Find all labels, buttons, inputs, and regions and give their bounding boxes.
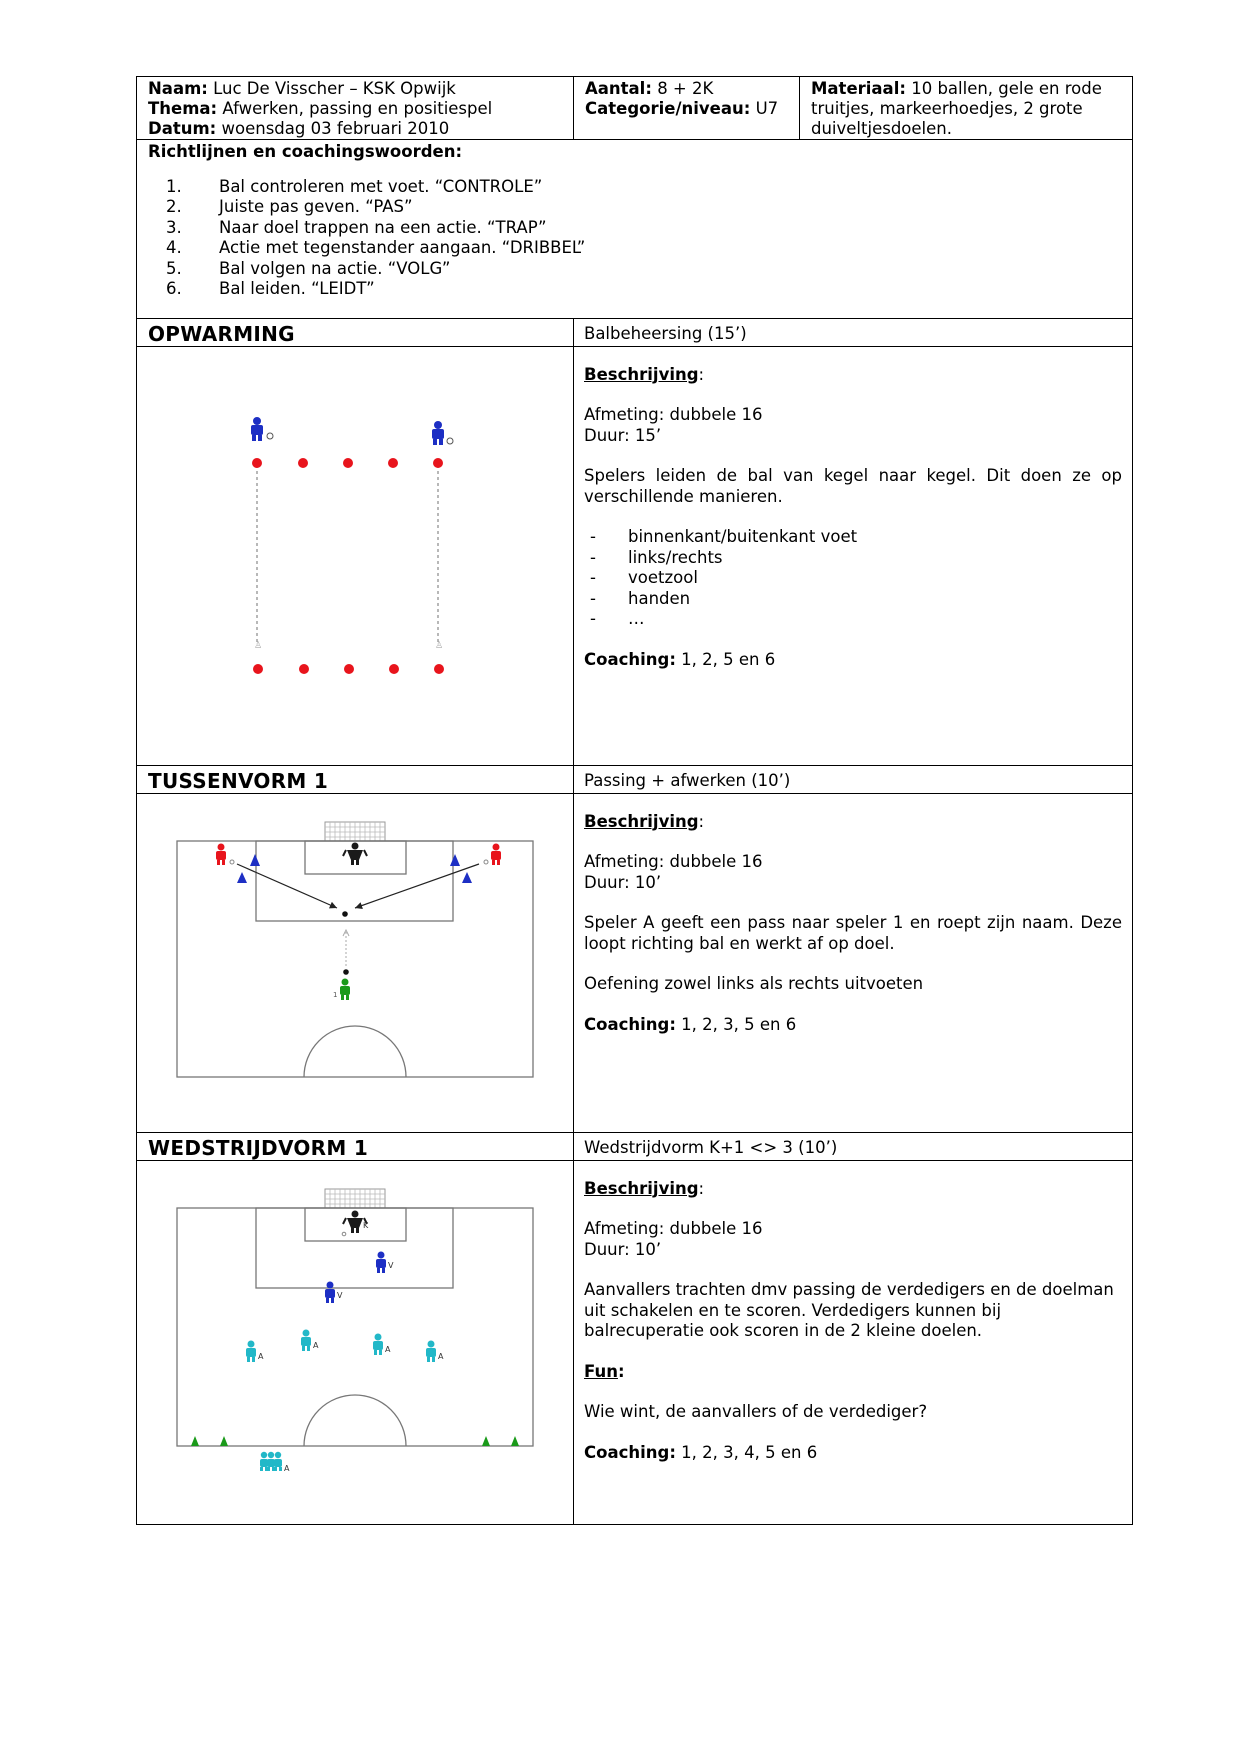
opwarming-text: Spelers leiden de bal van kegel naar kegel. Dit doen ze op verschillende manieren. — [584, 466, 1122, 506]
naam-value: Luc De Visscher – KSK Opwijk — [213, 79, 456, 98]
player-mark-icon: ♙ — [254, 640, 263, 651]
beschrijving-label: Beschrijving — [584, 364, 699, 384]
list-item: - … — [590, 609, 645, 628]
list-item: 4. Actie met tegenstander aangaan. “DRIBBEL” — [166, 238, 586, 257]
list-item: - links/rechts — [590, 547, 723, 567]
thema-value: Afwerken, passing en positiespel — [222, 99, 493, 118]
svg-text:1: 1 — [333, 990, 338, 999]
opwarming-diagram — [137, 347, 574, 765]
small-goal-cones — [191, 1436, 519, 1446]
player-icon — [373, 1333, 383, 1355]
training-sheet — [136, 76, 1132, 1525]
afmeting-text: Afmeting: dubbele 16 — [584, 852, 763, 871]
header-middle-cell — [574, 77, 800, 140]
tussenvorm-description: Beschrijving: Afmeting: dubbele 16 Duur: 10’ Speler A geeft een pass naar speler 1 en roept zijn naam. Deze loopt richting bal en werkt af op doel. Oefening zowel links als rechts uitvoeten Coaching: 1, 2, 3, 5 en 6 — [574, 793, 1133, 1132]
ball-icon — [342, 1232, 346, 1236]
wedstrijdvorm-text: Aanvallers trachten dmv passing de verdedigers en de doelman uit schakelen en te scoren. Verdedigers kunnen bij balrecuperatie ook scoren in de 2 kleine doelen. — [584, 1280, 1114, 1340]
tussenvorm-text: Speler A geeft een pass naar speler 1 en roept zijn naam. Deze loopt richting bal en werkt af op doel. — [584, 913, 1122, 953]
header-left-cell — [137, 77, 574, 140]
datum-value: woensdag 03 februari 2010 — [221, 119, 450, 138]
attacker-label: A — [258, 1351, 264, 1361]
keeper-icon — [343, 842, 367, 865]
ball-icon — [447, 438, 453, 444]
ball-icon — [342, 911, 348, 917]
coaching-value: 1, 2, 3, 4, 5 en 6 — [681, 1442, 818, 1462]
thema-label: Thema: — [148, 99, 218, 118]
list-item: 1. Bal controleren met voet. “CONTROLE” — [166, 176, 543, 196]
player-icon — [267, 1451, 275, 1470]
ball-icon — [230, 860, 234, 864]
duur-text: Duur: 15’ — [584, 425, 662, 445]
duur-text: Duur: 10’ — [584, 872, 662, 892]
player-mark-icon: ♙ — [435, 640, 444, 651]
attacker-label: A — [385, 1344, 391, 1354]
attacker-label: A — [313, 1340, 319, 1350]
beschrijving-label: Beschrijving — [584, 1178, 699, 1198]
coaching-value: 1, 2, 3, 5 en 6 — [681, 1014, 797, 1034]
player-icon — [246, 1340, 256, 1362]
opwarming-list — [584, 527, 1122, 630]
materiaal-label: Materiaal: — [811, 79, 906, 98]
keeper-label: K — [363, 1220, 369, 1230]
categorie-label: Categorie/niveau: — [585, 99, 751, 118]
defender-label: V — [388, 1260, 394, 1270]
player-icon — [260, 1451, 268, 1470]
naam-label: Naam: — [148, 79, 208, 98]
cones-bottom — [253, 664, 444, 674]
coaching-value: 1, 2, 5 en 6 — [681, 649, 776, 669]
fun-label: Fun — [584, 1361, 618, 1381]
player-icon — [325, 1281, 335, 1303]
player-icon — [301, 1329, 311, 1351]
goal-icon — [325, 822, 385, 841]
richtlijnen-title: Richtlijnen en coachingswoorden: — [148, 142, 463, 161]
coaching-label: Coaching: — [584, 649, 676, 669]
player-icon — [491, 843, 501, 865]
list-item: 3. Naar doel trappen na een actie. “TRAP” — [166, 217, 547, 237]
beschrijving-label: Beschrijving — [584, 811, 699, 831]
afmeting-text: Afmeting: dubbele 16 — [584, 405, 763, 424]
list-item: - binnenkant/buitenkant voet — [590, 527, 858, 546]
list-item: 6. Bal leiden. “LEIDT” — [166, 279, 375, 298]
player-icon — [376, 1251, 386, 1273]
defender-label: V — [337, 1290, 343, 1300]
duur-text: Duur: 10’ — [584, 1239, 662, 1259]
wedstrijdvorm-title: WEDSTRIJDVORM 1 — [137, 1132, 574, 1160]
player-icon — [340, 978, 350, 1000]
wedstrijdvorm-description: Beschrijving: Afmeting: dubbele 16 Duur: 10’ Aanvallers trachten dmv passing de verdedigers en de doelman uit schakelen en te scoren. Verdedigers kunnen bij balrecuperatie ook scoren in de 2 kleine doelen. Fun: Wie wint, de aanvallers of de verdediger? Coaching: 1, 2, 3, 4, 5 en 6 — [574, 1160, 1133, 1524]
tussenvorm-title: TUSSENVORM 1 — [137, 765, 574, 793]
materiaal-value: 10 ballen, gele en rode truitjes, markeerhoedjes, 2 grote duiveltjesdoelen. — [811, 79, 1102, 138]
ball-icon — [343, 969, 349, 975]
datum-label: Datum: — [148, 119, 217, 138]
list-item: - handen — [590, 588, 691, 608]
ball-icon — [484, 860, 488, 864]
tussenvorm-diagram — [137, 794, 574, 1132]
player-icon — [274, 1451, 282, 1470]
tussenvorm-subtitle: Passing + afwerken (10’) — [574, 765, 1133, 793]
richtlijnen-list — [148, 177, 1122, 300]
attacker-label: A — [438, 1351, 444, 1361]
header-right-cell — [800, 77, 1133, 140]
coaching-label: Coaching: — [584, 1442, 676, 1462]
aantal-value: 8 + 2K — [657, 79, 714, 98]
wedstrijdvorm-drawing — [137, 1160, 574, 1524]
ball-icon — [267, 433, 273, 439]
categorie-value: U7 — [755, 99, 779, 118]
opwarming-title: OPWARMING — [137, 318, 574, 346]
list-item: - voetzool — [590, 568, 698, 587]
coaching-label: Coaching: — [584, 1014, 676, 1034]
goal-icon — [325, 1189, 385, 1208]
afmeting-text: Afmeting: dubbele 16 — [584, 1219, 763, 1238]
tussenvorm-drawing — [137, 793, 574, 1132]
wedstrijdvorm-subtitle: Wedstrijdvorm K+1 <> 3 (10’) — [574, 1132, 1133, 1160]
list-item: 5. Bal volgen na actie. “VOLG” — [166, 258, 451, 278]
aantal-label: Aantal: — [585, 79, 652, 98]
attackers — [246, 1329, 436, 1362]
tussenvorm-text2: Oefening zowel links als rechts uitvoeten — [584, 974, 924, 993]
attacker-label: A — [284, 1463, 290, 1473]
training-table — [136, 76, 1133, 1525]
waiting-attackers — [260, 1451, 282, 1470]
wedstrijdvorm-diagram — [137, 1161, 574, 1524]
opwarming-drawing — [137, 346, 574, 765]
opwarming-description: Beschrijving: Afmeting: dubbele 16 Duur: 15’ Spelers leiden de bal van kegel naar kegel. Dit doen ze op verschillende manieren. - binnenkant/buitenkant voet - links/rechts - voetzool - handen - … Coaching: 1, 2, 5 en 6 — [574, 346, 1133, 765]
list-item: 2. Juiste pas geven. “PAS” — [166, 197, 413, 216]
player-icon — [251, 417, 263, 441]
player-icon — [432, 421, 444, 445]
cones-top — [252, 458, 443, 468]
opwarming-subtitle: Balbeheersing (15’) — [574, 318, 1133, 346]
fun-text: Wie wint, de aanvallers of de verdediger? — [584, 1402, 928, 1421]
player-icon — [426, 1340, 436, 1362]
player-icon — [216, 843, 226, 865]
richtlijnen-cell — [137, 140, 1133, 319]
